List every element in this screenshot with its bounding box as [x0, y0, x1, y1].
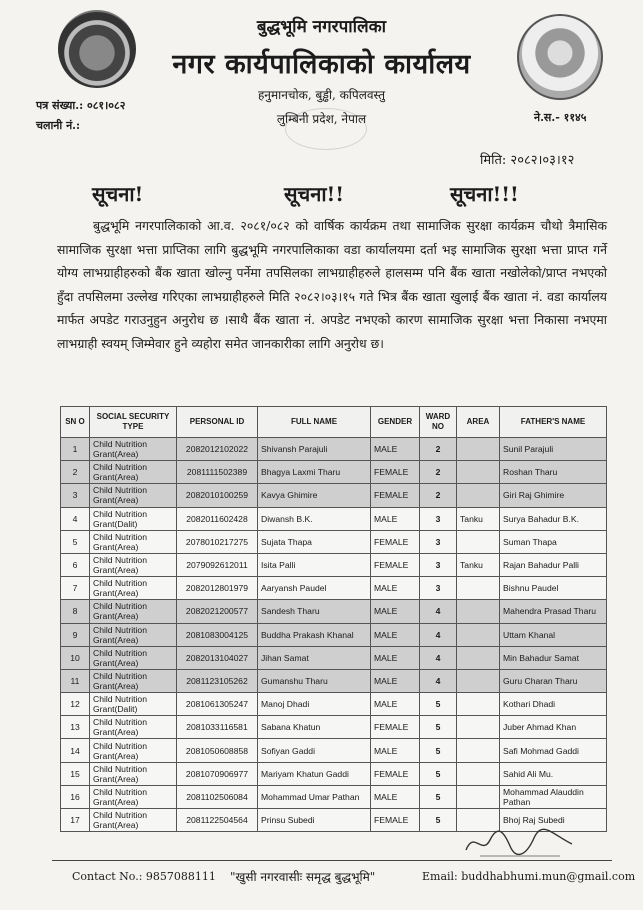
cell-sn: 12: [61, 693, 90, 716]
cell-gender: MALE: [371, 507, 420, 530]
table-body: [61, 438, 607, 832]
cell-father-name: Sahid Ali Mu.: [500, 762, 607, 785]
cell-area: [457, 600, 500, 623]
notice-heading-2: सूचना!!: [284, 182, 345, 206]
cell-sn: 13: [61, 716, 90, 739]
cell-full-name: Sujata Thapa: [258, 530, 371, 553]
cell-gender: MALE: [371, 600, 420, 623]
document-date: मिति: २०८२।०३।१२: [480, 153, 575, 168]
cell-gender: FEMALE: [371, 762, 420, 785]
cell-father-name: Rajan Bahadur Palli: [500, 553, 607, 576]
cell-ward: 4: [420, 600, 457, 623]
table-row: [61, 577, 607, 600]
col-header-father-name: FATHER'S NAME: [500, 407, 607, 438]
cell-personal-id: 2081050608858: [177, 739, 258, 762]
office-name: नगर कार्यपालिकाको कार्यालय: [172, 49, 471, 80]
cell-type: Child Nutrition Grant(Area): [90, 739, 177, 762]
cell-ward: 3: [420, 553, 457, 576]
cell-personal-id: 2079092612011: [177, 553, 258, 576]
cell-full-name: Kavya Ghimire: [258, 484, 371, 507]
cell-full-name: Sabana Khatun: [258, 716, 371, 739]
cell-sn: 10: [61, 646, 90, 669]
cell-area: [457, 785, 500, 808]
table-row: [61, 785, 607, 808]
cell-sn: 16: [61, 785, 90, 808]
cell-gender: FEMALE: [371, 530, 420, 553]
col-header-type: SOCIAL SECURITY TYPE: [90, 407, 177, 438]
notice-paragraph: बुद्धभूमि नगरपालिकाको आ.व. २०८१/०८२ को वार्षिक कार्यक्रम तथा सामाजिक सुरक्षा कार्यक्रम चौथो त्रैमासिक सामाजिक सुरक्षा भत्ता प्राप्तिका लागि बुद्धभूमि नगरपालिकाका वडा कार्यालयमा दर्ता भइ सामाजिक सुरक्षा भत्ता प्राप्त गर्ने योग्य लाभग्राहीहरुको बैंक खाता खोल्नु पर्नेमा तपसिलका लाभग्राहीहरुले हालसम्म पनि बैंक खाता नखोलेको/प्राप्त नभएको हुँदा तपसिलमा उल्लेख गरिएका लाभग्राहीहरुले मिति २०८२।०३।१५ गते भित्र बैंक खाता खुलाई बैंक खाता नं. वडा कार्यालय मार्फत अपडेट गराउनुहुन अनुरोध छ ।साथै बैंक खाता नं. अपडेट नभएको कारण सामाजिक सुरक्षा भत्ता निकासा नभएमा लाभग्राही स्वयम् जिम्मेवार हुने व्यहोरा समेत जानकारीका लागि अनुरोध छ।: [57, 218, 607, 351]
table-row: [61, 623, 607, 646]
cell-ward: 5: [420, 693, 457, 716]
cell-sn: 1: [61, 438, 90, 461]
table-row: [61, 461, 607, 484]
cell-father-name: Bhoj Raj Subedi: [500, 809, 607, 832]
cell-father-name: Kothari Dhadi: [500, 693, 607, 716]
col-header-ward: WARD NO: [420, 407, 457, 438]
cell-ward: 3: [420, 577, 457, 600]
cell-sn: 4: [61, 507, 90, 530]
cell-area: Tanku: [457, 507, 500, 530]
cell-area: [457, 577, 500, 600]
cell-personal-id: 2082021200577: [177, 600, 258, 623]
table-row: [61, 669, 607, 692]
cell-personal-id: 2082010100259: [177, 484, 258, 507]
cell-ward: 4: [420, 669, 457, 692]
cell-type: Child Nutrition Grant(Area): [90, 577, 177, 600]
cell-area: [457, 438, 500, 461]
cell-gender: MALE: [371, 785, 420, 808]
cell-full-name: Prinsu Subedi: [258, 809, 371, 832]
cell-type: Child Nutrition Grant(Dalit): [90, 693, 177, 716]
org-name: बुद्धभूमि नगरपालिका: [256, 17, 387, 37]
cell-gender: FEMALE: [371, 716, 420, 739]
cell-type: Child Nutrition Grant(Dalit): [90, 507, 177, 530]
cell-father-name: Roshan Tharu: [500, 461, 607, 484]
cell-personal-id: 2081061305247: [177, 693, 258, 716]
cell-father-name: Guru Charan Tharu: [500, 669, 607, 692]
cell-personal-id: 2081033116581: [177, 716, 258, 739]
cell-full-name: Manoj Dhadi: [258, 693, 371, 716]
cell-father-name: Uttam Khanal: [500, 623, 607, 646]
cell-sn: 3: [61, 484, 90, 507]
cell-sn: 6: [61, 553, 90, 576]
cell-full-name: Isita Palli: [258, 553, 371, 576]
address-line1: हनुमानचोक, बुड्ढी, कपिलवस्तु: [257, 88, 386, 102]
signature-stamp: [460, 826, 580, 860]
cell-gender: FEMALE: [371, 484, 420, 507]
notice-body: [57, 214, 607, 356]
table-row: [61, 484, 607, 507]
cell-area: [457, 623, 500, 646]
notice-heading-1: सूचना!: [92, 182, 144, 206]
cell-type: Child Nutrition Grant(Area): [90, 438, 177, 461]
cell-personal-id: 2082011602428: [177, 507, 258, 530]
cell-ward: 5: [420, 716, 457, 739]
cell-father-name: Mohammad Alauddin Pathan: [500, 785, 607, 808]
cell-area: [457, 739, 500, 762]
col-header-full-name: FULL NAME: [258, 407, 371, 438]
cell-full-name: Mohammad Umar Pathan: [258, 785, 371, 808]
cell-type: Child Nutrition Grant(Area): [90, 553, 177, 576]
cell-father-name: Bishnu Paudel: [500, 577, 607, 600]
cell-area: [457, 484, 500, 507]
cell-ward: 5: [420, 762, 457, 785]
col-header-gender: GENDER: [371, 407, 420, 438]
address-line2: लुम्बिनी प्रदेश, नेपाल: [276, 112, 367, 126]
cell-personal-id: 2082012801979: [177, 577, 258, 600]
cell-sn: 9: [61, 623, 90, 646]
footer-divider: [52, 860, 612, 861]
cell-type: Child Nutrition Grant(Area): [90, 785, 177, 808]
cell-ward: 2: [420, 461, 457, 484]
cell-type: Child Nutrition Grant(Area): [90, 669, 177, 692]
cell-ward: 5: [420, 785, 457, 808]
cell-type: Child Nutrition Grant(Area): [90, 716, 177, 739]
cell-area: [457, 646, 500, 669]
cell-area: [457, 693, 500, 716]
cell-area: [457, 530, 500, 553]
cell-father-name: Safi Mohmad Gaddi: [500, 739, 607, 762]
footer-slogan: "खुसी नगरवासीः समृद्ध बुद्धभूमि": [230, 870, 376, 884]
cell-sn: 17: [61, 809, 90, 832]
cell-ward: 5: [420, 809, 457, 832]
table-header-row: [61, 407, 607, 438]
notice-heading-3: सूचना!!!: [450, 182, 519, 206]
cell-gender: MALE: [371, 577, 420, 600]
table-row: [61, 716, 607, 739]
cell-personal-id: 2078010217275: [177, 530, 258, 553]
cell-ward: 2: [420, 438, 457, 461]
table-row: [61, 600, 607, 623]
table-row: [61, 553, 607, 576]
cell-ward: 3: [420, 507, 457, 530]
cell-full-name: Sandesh Tharu: [258, 600, 371, 623]
cell-father-name: Juber Ahmad Khan: [500, 716, 607, 739]
cell-full-name: Shivansh Parajuli: [258, 438, 371, 461]
dispatch-number: चलानी नं.:: [36, 119, 81, 132]
cell-type: Child Nutrition Grant(Area): [90, 646, 177, 669]
cell-personal-id: 2081083004125: [177, 623, 258, 646]
cell-gender: MALE: [371, 669, 420, 692]
cell-father-name: Mahendra Prasad Tharu: [500, 600, 607, 623]
cell-gender: MALE: [371, 693, 420, 716]
cell-gender: FEMALE: [371, 553, 420, 576]
cell-type: Child Nutrition Grant(Area): [90, 530, 177, 553]
cell-personal-id: 2081123105262: [177, 669, 258, 692]
nepal-sambat-year: ने.स.- ११४५: [534, 111, 587, 124]
cell-full-name: Diwansh B.K.: [258, 507, 371, 530]
table-row: [61, 646, 607, 669]
cell-gender: MALE: [371, 438, 420, 461]
cell-full-name: Mariyam Khatun Gaddi: [258, 762, 371, 785]
cell-ward: 5: [420, 739, 457, 762]
cell-gender: FEMALE: [371, 461, 420, 484]
table-row: [61, 438, 607, 461]
cell-personal-id: 2081102506084: [177, 785, 258, 808]
col-header-area: AREA: [457, 407, 500, 438]
cell-father-name: Surya Bahadur B.K.: [500, 507, 607, 530]
reference-number: पत्र संख्या.: ०८१।०८२: [36, 99, 126, 112]
cell-gender: FEMALE: [371, 809, 420, 832]
cell-full-name: Buddha Prakash Khanal: [258, 623, 371, 646]
cell-type: Child Nutrition Grant(Area): [90, 461, 177, 484]
cell-area: [457, 762, 500, 785]
table-row: [61, 739, 607, 762]
cell-full-name: Gumanshu Tharu: [258, 669, 371, 692]
cell-father-name: Giri Raj Ghimire: [500, 484, 607, 507]
cell-full-name: Sofiyan Gaddi: [258, 739, 371, 762]
cell-type: Child Nutrition Grant(Area): [90, 484, 177, 507]
cell-father-name: Suman Thapa: [500, 530, 607, 553]
cell-sn: 5: [61, 530, 90, 553]
cell-personal-id: 2082012102022: [177, 438, 258, 461]
cell-type: Child Nutrition Grant(Area): [90, 600, 177, 623]
table-row: [61, 530, 607, 553]
cell-sn: 2: [61, 461, 90, 484]
cell-type: Child Nutrition Grant(Area): [90, 623, 177, 646]
cell-personal-id: 2082013104027: [177, 646, 258, 669]
cell-father-name: Sunil Parajuli: [500, 438, 607, 461]
cell-personal-id: 2081070906977: [177, 762, 258, 785]
cell-area: [457, 669, 500, 692]
cell-sn: 8: [61, 600, 90, 623]
cell-ward: 3: [420, 530, 457, 553]
cell-sn: 11: [61, 669, 90, 692]
cell-gender: MALE: [371, 623, 420, 646]
footer-contact: Contact No.: 9857088111: [72, 870, 216, 883]
table-row: [61, 507, 607, 530]
table-row: [61, 693, 607, 716]
cell-area: [457, 716, 500, 739]
col-header-sn: SN O: [61, 407, 90, 438]
cell-gender: MALE: [371, 646, 420, 669]
cell-personal-id: 2081122504564: [177, 809, 258, 832]
cell-gender: MALE: [371, 739, 420, 762]
cell-area: [457, 461, 500, 484]
cell-sn: 14: [61, 739, 90, 762]
col-header-personal-id: PERSONAL ID: [177, 407, 258, 438]
cell-full-name: Jihan Samat: [258, 646, 371, 669]
cell-full-name: Bhagya Laxmi Tharu: [258, 461, 371, 484]
beneficiary-table: [60, 406, 607, 832]
cell-father-name: Min Bahadur Samat: [500, 646, 607, 669]
table-row: [61, 762, 607, 785]
cell-ward: 4: [420, 623, 457, 646]
cell-full-name: Aaryansh Paudel: [258, 577, 371, 600]
cell-sn: 7: [61, 577, 90, 600]
cell-ward: 2: [420, 484, 457, 507]
cell-personal-id: 2081111502389: [177, 461, 258, 484]
signature-icon: [460, 826, 580, 860]
cell-sn: 15: [61, 762, 90, 785]
cell-ward: 4: [420, 646, 457, 669]
cell-type: Child Nutrition Grant(Area): [90, 809, 177, 832]
cell-area: Tanku: [457, 553, 500, 576]
footer-email: Email: buddhabhumi.mun@gmail.com: [422, 870, 636, 883]
cell-type: Child Nutrition Grant(Area): [90, 762, 177, 785]
